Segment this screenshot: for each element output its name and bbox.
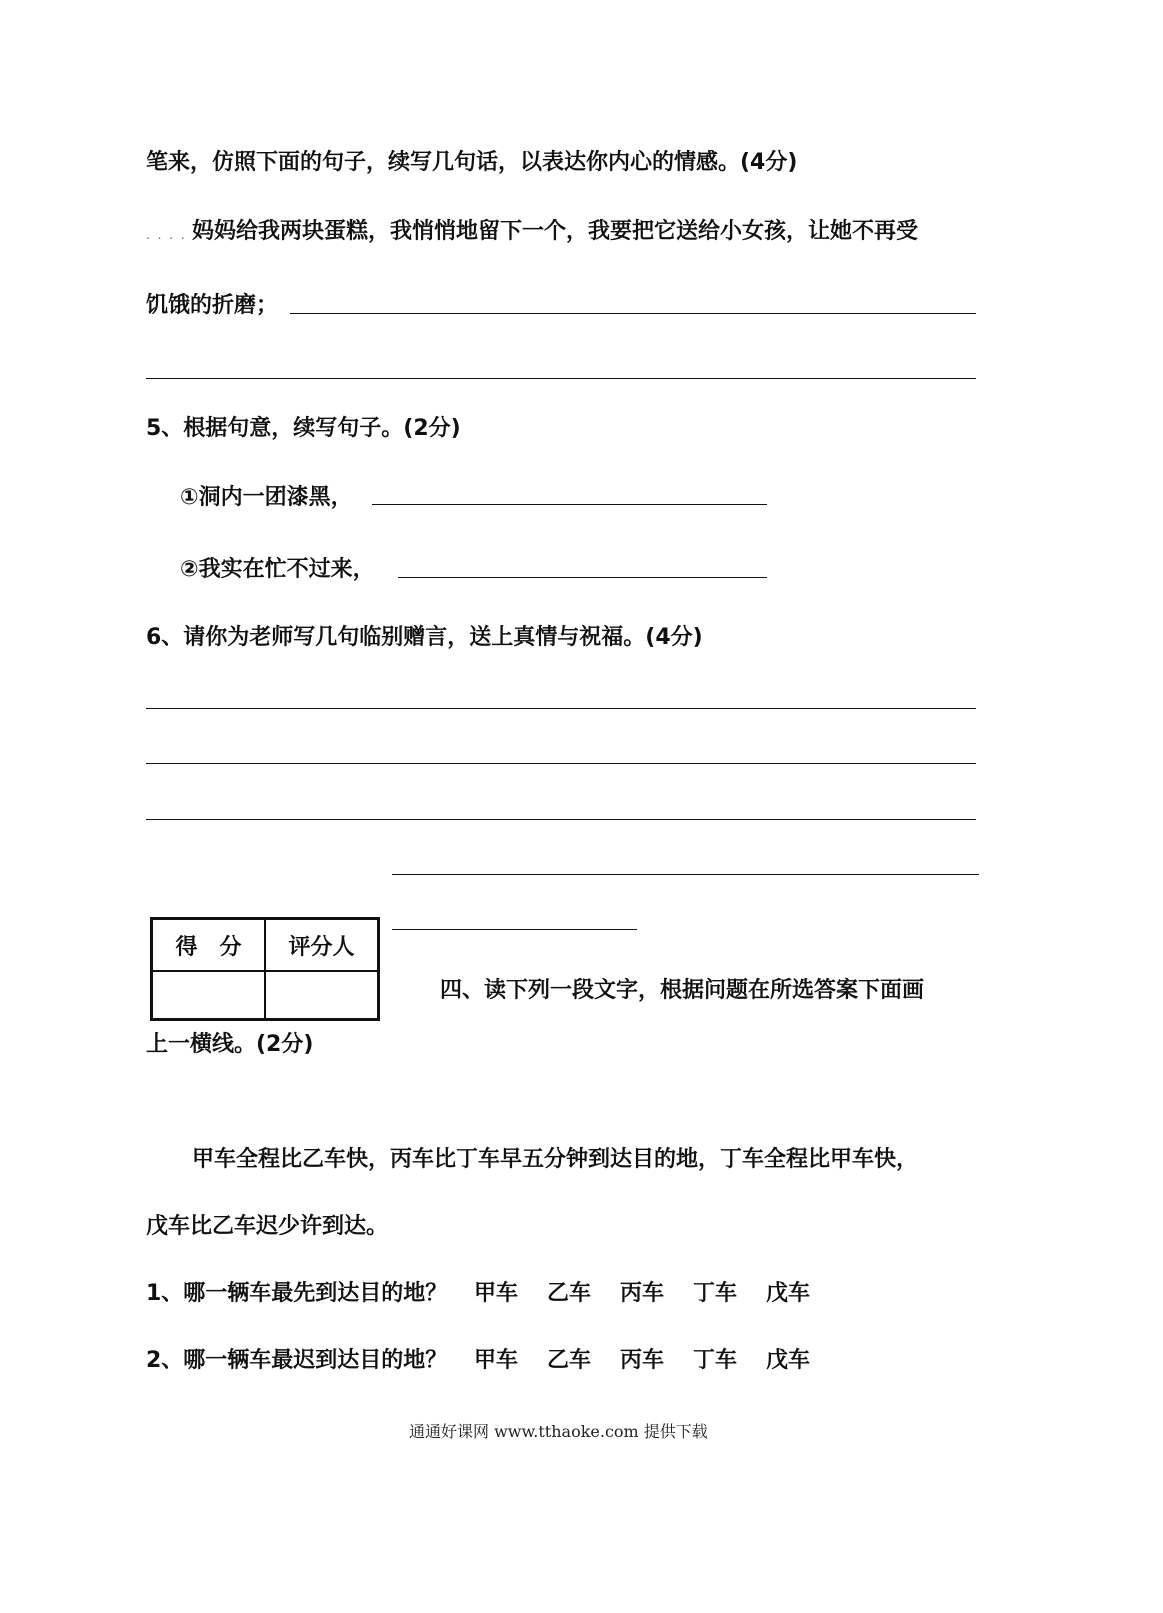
footer-source: 通通好课网 www.tthaoke.com 提供下载	[409, 1422, 708, 1441]
answer-blank-line[interactable]	[146, 708, 976, 709]
example-sentence-line2: 饥饿的折磨；	[146, 293, 279, 318]
option-ding-car[interactable]: 丁车	[693, 1281, 738, 1306]
answer-blank-line[interactable]	[398, 577, 767, 578]
option-wu-car[interactable]: 戊车	[766, 1348, 811, 1373]
example-sentence-line1: 妈妈给我两块蛋糕，我悄悄地留下一个，我要把它送给小女孩，让她不再受	[192, 219, 919, 244]
instruction-text: 笔来，仿照下面的句子，续写几句话，以表达你内心的情感。(4分)	[146, 150, 798, 175]
option-yi-car[interactable]: 乙车	[547, 1348, 592, 1373]
answer-blank-line[interactable]	[146, 819, 976, 820]
passage-line1: 甲车全程比乙车快，丙车比丁车早五分钟到达目的地，丁车全程比甲车快，	[192, 1147, 919, 1172]
answer-blank-line[interactable]	[146, 763, 976, 764]
answer-blank-line[interactable]	[146, 378, 976, 379]
question-5-title: 5、根据句意，续写句子。(2分)	[146, 416, 461, 441]
score-cell[interactable]	[152, 971, 266, 1020]
answer-blank-line[interactable]	[392, 874, 979, 875]
score-table	[150, 917, 380, 1021]
option-yi-car[interactable]: 乙车	[547, 1281, 592, 1306]
option-jia-car[interactable]: 甲车	[474, 1348, 519, 1373]
option-bing-car[interactable]: 丙车	[620, 1281, 665, 1306]
grader-header: 评分人	[265, 919, 379, 972]
leading-dots: . . . . .	[146, 228, 199, 242]
answer-blank-line[interactable]	[290, 313, 976, 314]
passage-line2: 戊车比乙车迟少许到达。	[146, 1214, 389, 1239]
section-4-title-cont: 上一横线。(2分)	[146, 1032, 314, 1057]
option-jia-car[interactable]: 甲车	[474, 1281, 519, 1306]
grader-cell[interactable]	[265, 971, 379, 1020]
question-6-title: 6、请你为老师写几句临别赠言，送上真情与祝福。(4分)	[146, 625, 703, 650]
section-4-title: 四、读下列一段文字，根据问题在所选答案下面画	[440, 978, 925, 1003]
score-header: 得 分	[152, 919, 266, 972]
question-1-prompt: 1、哪一辆车最先到达目的地？	[146, 1281, 448, 1306]
question-2-prompt: 2、哪一辆车最迟到达目的地？	[146, 1348, 448, 1373]
answer-blank-line[interactable]	[392, 929, 637, 930]
option-bing-car[interactable]: 丙车	[620, 1348, 665, 1373]
question-5-item-2: ②我实在忙不过来，	[180, 557, 375, 582]
answer-blank-line[interactable]	[372, 504, 767, 505]
option-ding-car[interactable]: 丁车	[693, 1348, 738, 1373]
question-5-item-1: ①洞内一团漆黑，	[180, 485, 353, 510]
option-wu-car[interactable]: 戊车	[766, 1281, 811, 1306]
